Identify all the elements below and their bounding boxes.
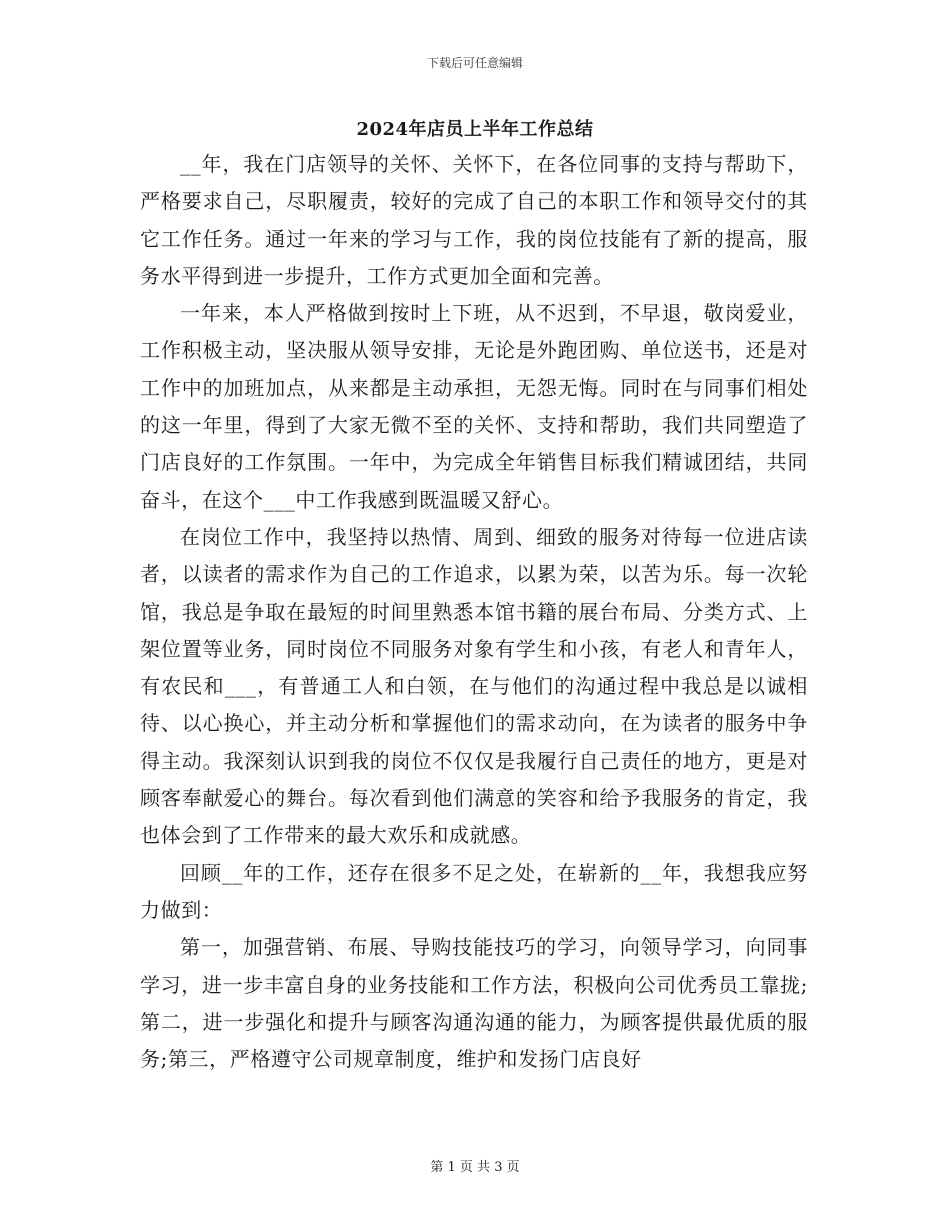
document-title: 2024年店员上半年工作总结: [356, 119, 594, 140]
paragraph-3: 在岗位工作中，我坚持以热情、周到、细致的服务对待每一位进店读者，以读者的需求作为自己的工作追求，以累为荣，以苦为乐。每一次轮馆，我总是争取在最短的时间里熟悉本馆书籍的展台布局、分类方式、上架位置等业务，同时岗位不同服务对象有学生和小孩，有老人和青年人，有农民和___，有普通工人和白领，在与他们的沟通过程中我总是以诚相待、以心换心，并主动分析和掌握他们的需求动向，在为读者的服务中争得主动。我深刻认识到我的岗位不仅仅是我履行自己责任的地方，更是对顾客奉献爱心的舞台。每次看到他们满意的笑容和给予我服务的肯定，我也体会到了工作带来的最大欢乐和成就感。: [140, 524, 808, 848]
paragraph-2: 一年来，本人严格做到按时上下班，从不迟到，不早退，敬岗爱业，工作积极主动，坚决服从领导安排，无论是外跑团购、单位送书，还是对工作中的加班加点，从来都是主动承担，无怨无悔。同时在与同事们相处的这一年里，得到了大家无微不至的关怀、支持和帮助，我们共同塑造了门店良好的工作氛围。一年中，为完成全年销售目标我们精诚团结，共同奋斗，在这个___中工作我感到既温暖又舒心。: [140, 301, 808, 512]
page-number-indicator: 第 1 页 共 3 页: [430, 1160, 520, 1175]
document-body: [140, 146, 808, 1078]
paragraph-4: 回顾__年的工作，还存在很多不足之处，在崭新的__年，我想我应努力做到：: [140, 860, 808, 922]
paragraph-1: __年，我在门店领导的关怀、关怀下，在各位同事的支持与帮助下，严格要求自己，尽职履责，较好的完成了自己的本职工作和领导交付的其它工作任务。通过一年来的学习与工作，我的岗位技能有了新的提高，服务水平得到进一步提升，工作方式更加全面和完善。: [140, 152, 808, 288]
page-header-note: 下载后可任意编辑: [426, 56, 523, 70]
paragraph-5: 第一，加强营销、布展、导购技能技巧的学习，向领导学习，向同事学习，进一步丰富自身的业务技能和工作方法，积极向公司优秀员工靠拢;第二，进一步强化和提升与顾客沟通沟通的能力，为顾客提供最优质的服务;第三，严格遵守公司规章制度，维护和发扬门店良好: [140, 935, 808, 1072]
